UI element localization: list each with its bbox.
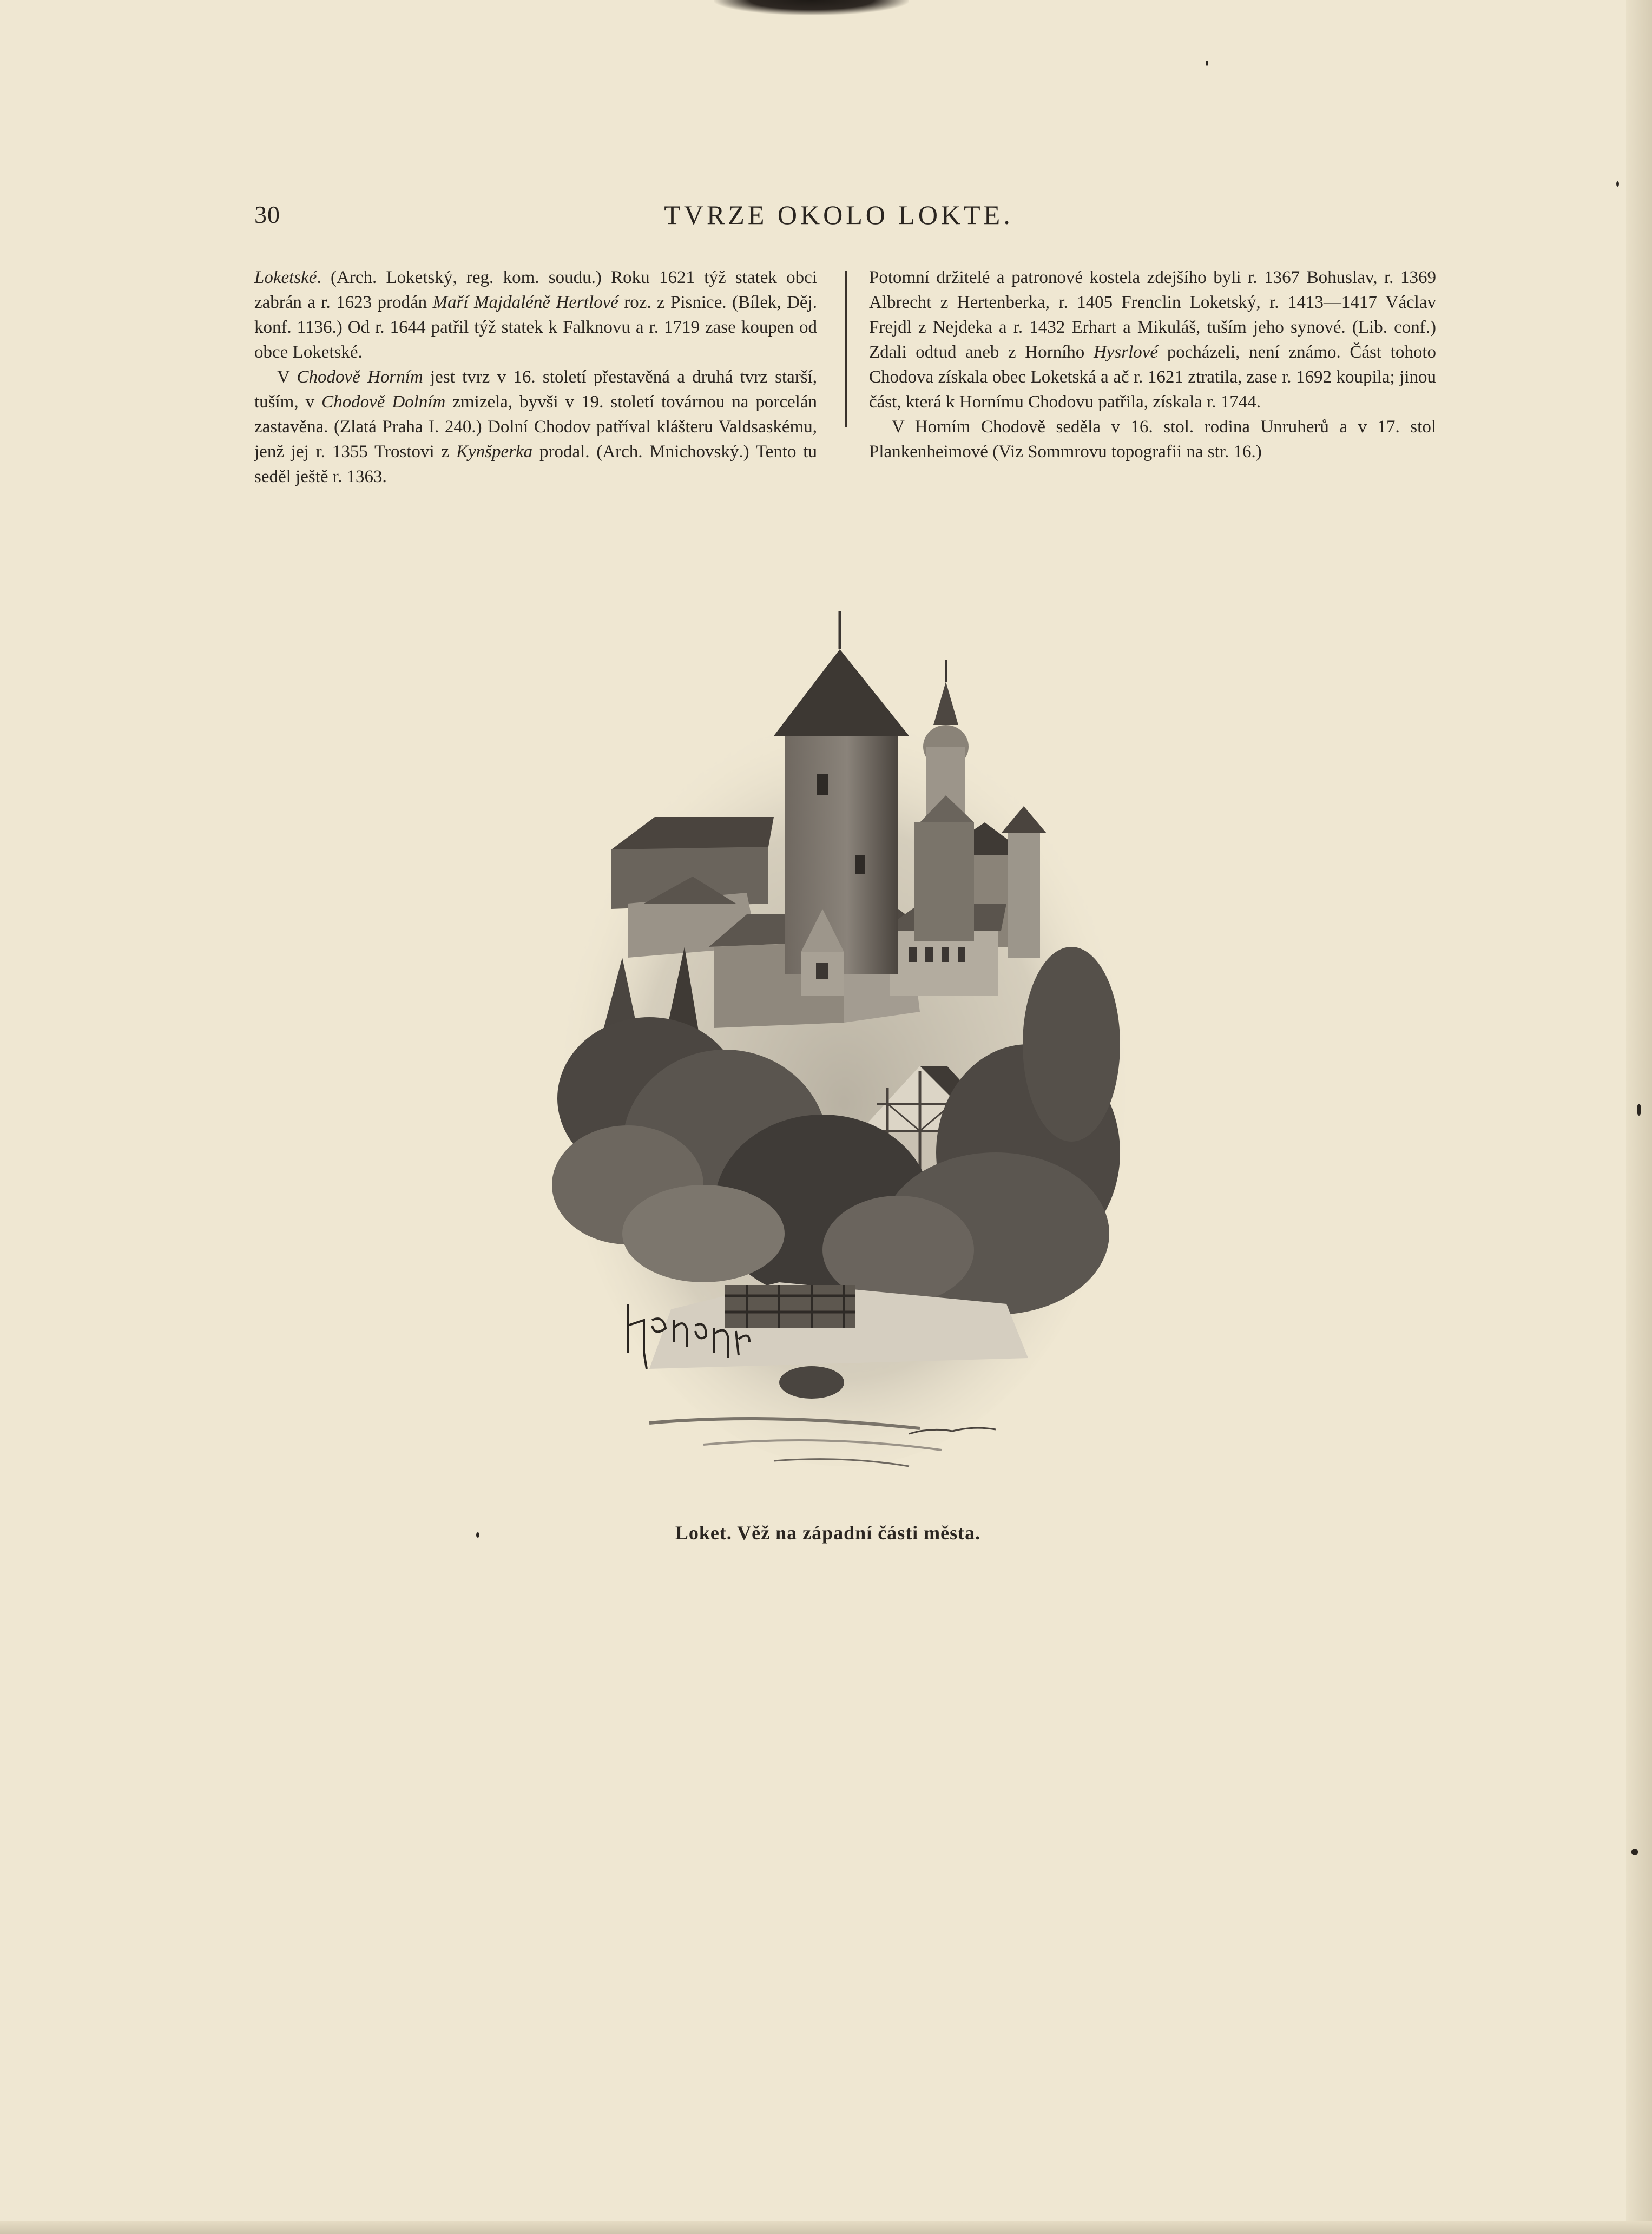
text-run: jest tvrz v 16. století přestavěná a druhá tvrz starší, tuším, v (254, 367, 817, 412)
figure-caption: Loket. Věž na západní části města. (675, 1522, 981, 1544)
paragraph (869, 265, 1436, 414)
text-run: Potomní držitelé a patronové kostela zdejšího byli r. 1367 Bohuslav, r. 1369 Albrecht z Hertenberka, r. 1405 Frenclin Loketský, r. 1413—1417 Václav Frejdl z Nejdeka a r. 1432 Erhart a Mikuláš, tuším jeho synové. (Lib. conf.) Zdali odtud aneb z Horního (869, 268, 1436, 362)
paragraph: V Horním Chodově seděla v 16. stol. rodina Unruherů a v 17. stol Plankenheimové (Viz Sommrovu topografii na str. 16.) (869, 417, 1436, 462)
running-title: TVRZE OKOLO LOKTE. (664, 200, 1013, 230)
italic-name: Maří Majdaléně Hertlové (432, 293, 618, 312)
italic-name: Loketské (254, 268, 317, 287)
main-tower (774, 611, 909, 996)
italic-name: Kynšperka (456, 442, 533, 462)
paragraph (254, 265, 817, 365)
text-column-left (254, 265, 817, 489)
binding-mark (714, 0, 909, 15)
italic-name: Hysrlové (1093, 342, 1159, 362)
ink-speck (1637, 1104, 1641, 1116)
italic-name: Chodově Dolním (321, 392, 446, 412)
text-run: pocházeli, není známo. Část tohoto Chodova získala obec Loketská a ač r. 1621 ztratila, zase r. 1692 koupila; jinou část, která k Hornímu Chodovu patřila, získala r. 1744. (869, 342, 1436, 412)
page-number: 30 (254, 201, 280, 228)
page-edge (0, 2221, 1652, 2234)
text-run: zmizela, byvši v 19. století továrnou na porcelán zastavěna. (Zlatá Praha I. 240.) Dolní Chodov patříval klášteru Valdsaskému, jenž jej r. 1355 Trostovi z (254, 392, 817, 462)
text-run: . (Arch. Loketský, reg. kom. soudu.) Roku 1621 týž statek obci zabrán a r. 1623 prodán (254, 268, 817, 312)
ink-speck (1631, 1849, 1638, 1855)
column-divider (845, 271, 847, 427)
ink-speck (476, 1532, 479, 1538)
text-run: V (277, 367, 297, 387)
text-column-right (869, 265, 1436, 464)
paragraph (254, 365, 817, 489)
italic-name: Chodově Horním (297, 367, 423, 387)
text-run: prodal. (Arch. Mnichovský.) Tento tu seděl ještě r. 1363. (254, 442, 817, 486)
ink-speck (1616, 181, 1619, 187)
text-run: roz. z Pisnice. (Bílek, Děj. konf. 1136.) Od r. 1644 patřil týž statek k Falknovu a r. 1719 zase koupen od obce Loketské. (254, 293, 817, 362)
page-edge (1626, 0, 1652, 2234)
ink-speck (1206, 61, 1208, 66)
tower-illustration (541, 601, 1147, 1493)
